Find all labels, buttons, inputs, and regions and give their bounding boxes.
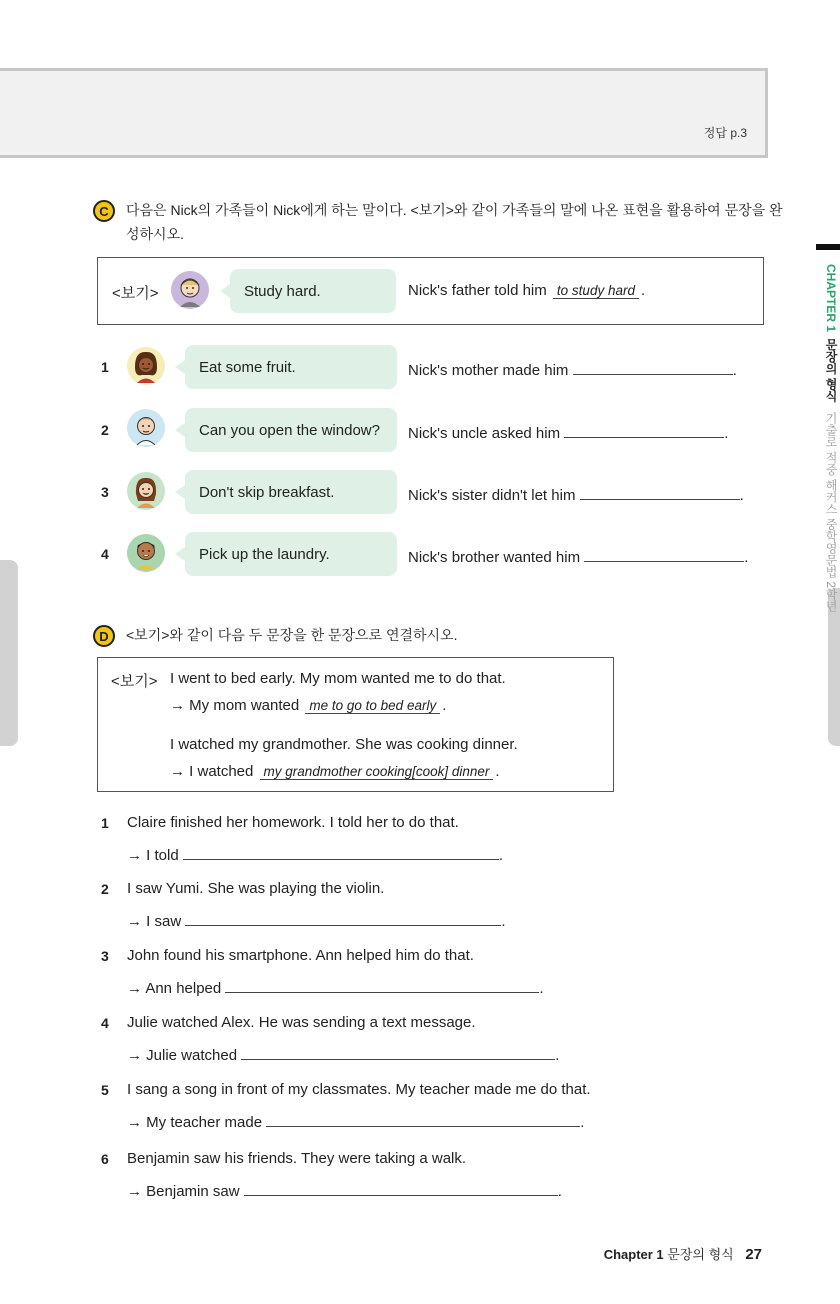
answer-blank[interactable] [573,358,733,375]
d-example-answer-line-1: → My mom wanted me to go to bed early . [170,697,447,714]
d-item-sentence: I sang a song in front of my classmates. My teacher made me do that. [127,1081,591,1098]
answer-blank[interactable] [564,421,724,438]
answer-reference-box [0,68,768,158]
footer-title: 문장의 형식 [667,1247,734,1262]
d-item-sentence: Claire finished her homework. I told her to do that. [127,814,459,831]
d-item-sentence: I saw Yumi. She was playing the violin. [127,880,385,897]
answer-blank[interactable] [183,843,499,860]
d-example-label: <보기> [111,673,158,690]
item-number: 1 [101,359,109,375]
c-item-sentence: Nick's mother made him . [408,358,737,379]
d-item-answer-line: → I saw . [127,909,506,930]
brother-icon [127,534,165,572]
answer-blank[interactable] [244,1179,558,1196]
d-example-answer-line-2: → I watched my grandmother cooking[cook] dinner . [170,763,500,780]
speech-bubble: Can you open the window? [185,408,397,452]
answer-blank[interactable] [225,976,539,993]
c-item-sentence: Nick's uncle asked him . [408,421,728,442]
example-answer: to study hard [553,283,639,299]
item-number: 2 [101,422,109,438]
uncle-icon [127,409,165,447]
answer-blank[interactable] [584,545,744,562]
d-item-sentence: Benjamin saw his friends. They were taking a walk. [127,1150,467,1167]
side-chapter-label [812,264,840,613]
section-d-marker: D [93,625,115,647]
section-c-marker: C [93,200,115,222]
sister-icon [127,472,165,510]
bubble-tail [175,360,185,374]
page-footer [604,1244,762,1263]
bubble-tail [175,547,185,561]
d-item-sentence: Julie watched Alex. He was sending a text message. [127,1014,476,1031]
mother-icon [127,347,165,385]
side-title: 문장의 형식 [824,338,838,403]
section-c-instruction-line2: 성하시오. [126,226,184,242]
item-number: 4 [101,1015,109,1031]
answer-blank[interactable] [266,1110,580,1127]
c-item-sentence: Nick's sister didn't let him . [408,483,744,504]
d-example-sentence-1: I went to bed early. My mom wanted me to do that. [170,670,506,687]
d-item-sentence: John found his smartphone. Ann helped him do that. [127,947,474,964]
chapter-bar [816,244,840,250]
d-example-sentence-2: I watched my grandmother. She was cooking dinner. [170,736,518,753]
item-number: 3 [101,484,109,500]
item-number: 2 [101,881,109,897]
item-number: 1 [101,815,109,831]
d-item-answer-line: → I told . [127,843,503,864]
section-c-instruction-line1: 다음은 Nick의 가족들이 Nick에게 하는 말이다. <보기>와 같이 가족들의 말에 나온 표현을 활용하여 문장을 완 [126,202,783,218]
example-sentence: Nick's father told him to study hard . [408,282,646,299]
example-label: <보기> [112,285,159,302]
item-number: 3 [101,948,109,964]
left-side-tab [0,560,18,746]
answer-blank[interactable] [185,909,501,926]
item-number: 4 [101,546,109,562]
d-item-answer-line: → Julie watched . [127,1043,559,1064]
d-item-answer-line: → Benjamin saw . [127,1179,562,1200]
c-item-sentence: Nick's brother wanted him . [408,545,748,566]
footer-chapter: Chapter 1 [603,1247,664,1262]
bubble-tail [175,423,185,437]
d-item-answer-line: → My teacher made . [127,1110,584,1131]
d-item-answer-line: → Ann helped . [127,976,544,997]
speech-bubble: Eat some fruit. [185,345,397,389]
answer-blank[interactable] [580,483,740,500]
page-number: 27 [745,1246,762,1263]
side-chapter: CHAPTER 1 [824,264,838,333]
item-number: 5 [101,1082,109,1098]
speech-bubble: Don't skip breakfast. [185,470,397,514]
answer-blank[interactable] [241,1043,555,1060]
d-example-answer-2: my grandmother cooking[cook] dinner [260,764,494,780]
speech-bubble: Pick up the laundry. [185,532,397,576]
d-example-answer-1: me to go to bed early [305,698,440,714]
section-d-instruction: <보기>와 같이 다음 두 문장을 한 문장으로 연결하시오. [126,627,458,643]
item-number: 6 [101,1151,109,1167]
side-book: 기출로 적중 해커스 중학영문법 2학년 [824,412,838,613]
answer-page-reference: 정답 p.3 [703,126,747,140]
section-c-instruction [126,198,786,246]
bubble-tail [175,485,185,499]
bubble-tail [220,284,230,298]
example-speech-bubble: Study hard. [230,269,396,313]
father-icon [171,271,209,309]
